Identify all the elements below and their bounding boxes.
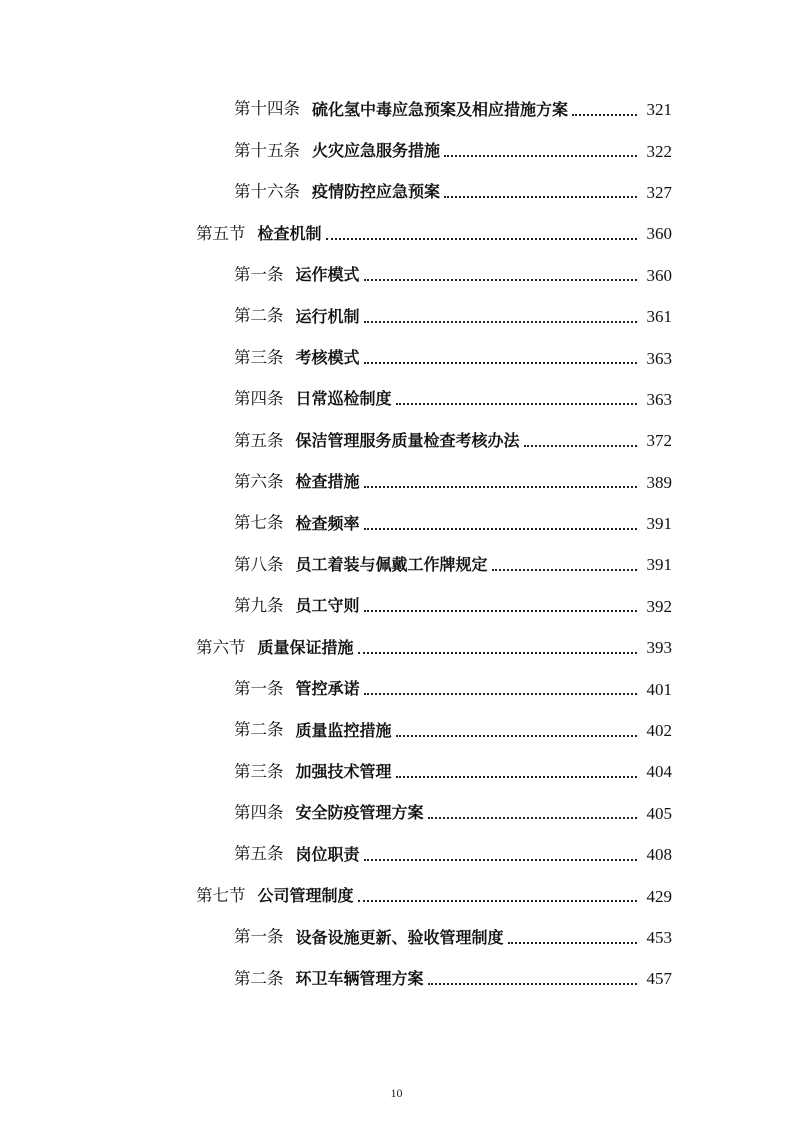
toc-entry-title: 公司管理制度 [257,886,354,906]
toc-entry-page: 392 [646,596,672,616]
toc-entry-number: 第一条 [234,265,284,284]
toc-entry-article[interactable] [0,296,793,337]
toc-entry-article[interactable] [0,544,793,585]
toc-entry-page: 453 [646,928,672,947]
dot-leader [396,735,637,737]
toc-entry-number: 第七条 [234,513,284,533]
toc-entry-number: 第二条 [234,968,284,988]
toc-entry-article[interactable] [0,958,793,999]
toc-entry-title: 环卫车辆管理方案 [295,968,424,988]
toc-entry-number: 第三条 [234,761,284,781]
toc-entry-article[interactable] [0,586,793,627]
dot-leader [364,362,637,364]
toc-entry-title: 火灾应急服务措施 [312,141,441,161]
toc-entry-article[interactable] [0,172,793,213]
toc-entry-page: 360 [646,265,672,285]
toc-entry-page: 361 [646,307,672,327]
toc-entry-article[interactable] [0,503,793,544]
toc-entry-page: 402 [646,721,672,741]
toc-entry-page: 363 [646,348,672,368]
toc-entry-number: 第七节 [196,885,246,905]
toc-entry-title: 检查频率 [295,513,360,533]
dot-leader [524,445,637,447]
toc-entry-number: 第三条 [234,347,284,367]
dot-leader [358,900,637,902]
toc-entry-title: 运行机制 [295,306,360,326]
toc-entry-section[interactable] [0,213,793,254]
toc-entry-page: 360 [646,224,672,244]
toc-entry-article[interactable] [0,917,793,958]
toc-entry-section[interactable] [0,627,793,668]
toc-entry-number: 第四条 [234,803,284,823]
dot-leader [364,528,637,530]
toc-entry-number: 第九条 [234,596,284,616]
toc-entry-article[interactable] [0,255,793,296]
toc-entry-article[interactable] [0,462,793,503]
toc-entry-article[interactable] [0,337,793,378]
toc-entry-page: 429 [646,886,672,906]
toc-entry-page: 322 [646,141,672,161]
toc-entry-title: 安全防疫管理方案 [295,803,424,823]
toc-entry-article[interactable] [0,130,793,171]
toc-entry-title: 质量监控措施 [295,720,392,740]
table-of-contents [0,89,793,1000]
toc-entry-page: 457 [646,969,672,989]
toc-entry-article[interactable] [0,89,793,130]
toc-entry-page: 393 [646,638,672,658]
toc-entry-number: 第八条 [234,554,284,574]
dot-leader [572,114,637,116]
toc-entry-title: 检查机制 [257,223,322,243]
page-number: 10 [390,1086,403,1100]
toc-entry-page: 363 [646,389,672,409]
toc-entry-section[interactable] [0,875,793,916]
dot-leader [358,652,637,654]
toc-entry-number: 第十四条 [234,99,300,119]
toc-entry-title: 设备设施更新、验收管理制度 [295,927,504,947]
dot-leader [508,942,637,944]
toc-entry-page: 408 [646,845,672,865]
toc-entry-number: 第六节 [196,637,246,657]
toc-entry-number: 第一条 [234,927,284,947]
toc-entry-article[interactable] [0,834,793,875]
toc-entry-article[interactable] [0,751,793,792]
toc-entry-page: 389 [646,472,672,492]
toc-entry-title: 检查措施 [295,472,360,492]
toc-entry-page: 405 [646,803,672,823]
dot-leader [364,486,637,488]
toc-entry-number: 第十五条 [234,140,300,160]
dot-leader [364,610,637,612]
toc-entry-number: 第六条 [234,471,284,491]
toc-entry-number: 第五条 [234,844,284,864]
toc-entry-title: 日常巡检制度 [295,389,392,409]
toc-entry-title: 保洁管理服务质量检查考核办法 [295,430,520,450]
toc-entry-number: 第五条 [234,430,284,450]
toc-entry-page: 404 [646,762,672,782]
toc-entry-article[interactable] [0,710,793,751]
toc-entry-title: 考核模式 [295,348,360,368]
toc-entry-title: 岗位职责 [295,844,360,864]
toc-entry-title: 运作模式 [295,265,360,285]
toc-entry-title: 疫情防控应急预案 [312,182,441,202]
toc-entry-article[interactable] [0,668,793,709]
dot-leader [364,693,637,695]
toc-entry-number: 第五节 [196,223,246,243]
toc-entry-page: 391 [646,555,672,575]
toc-entry-page: 321 [646,100,672,120]
toc-entry-page: 372 [646,431,672,451]
dot-leader [364,279,637,281]
toc-entry-page: 391 [646,514,672,534]
toc-entry-number: 第四条 [234,389,284,409]
dot-leader [428,983,637,985]
dot-leader [364,859,637,861]
dot-leader [326,238,637,240]
toc-entry-page: 327 [646,182,672,202]
dot-leader [364,321,637,323]
toc-entry-number: 第一条 [234,678,284,698]
dot-leader [444,196,637,198]
toc-entry-number: 第二条 [234,306,284,326]
toc-entry-number: 第二条 [234,720,284,740]
toc-entry-title: 员工着装与佩戴工作牌规定 [295,554,488,574]
dot-leader [492,569,637,571]
toc-entry-article[interactable] [0,793,793,834]
toc-entry-number: 第十六条 [234,182,300,202]
toc-entry-title: 管控承诺 [295,679,360,699]
dot-leader [428,817,637,819]
toc-entry-page: 401 [646,679,672,699]
toc-entry-title: 加强技术管理 [295,761,392,781]
toc-entry-article[interactable] [0,420,793,461]
toc-entry-title: 硫化氢中毒应急预案及相应措施方案 [312,99,569,119]
dot-leader [444,155,637,157]
toc-entry-article[interactable] [0,379,793,420]
dot-leader [396,776,637,778]
toc-entry-title: 质量保证措施 [257,637,354,657]
toc-entry-title: 员工守则 [295,596,360,616]
dot-leader [396,403,637,405]
